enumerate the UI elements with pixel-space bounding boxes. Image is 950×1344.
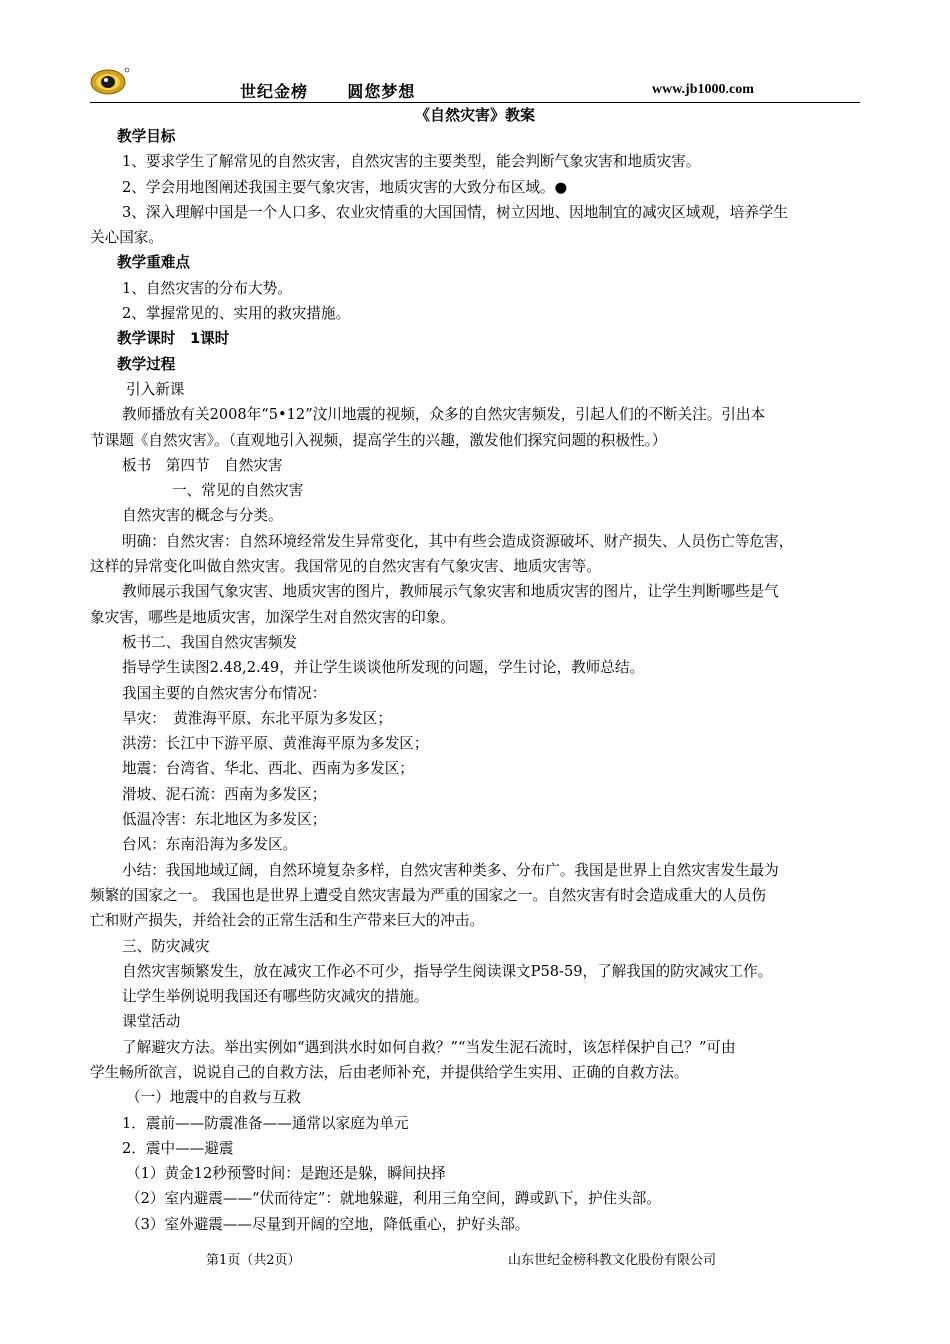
text-line: 小结：我国地域辽阔，自然环境复杂多样，自然灾害种类多、分布广。我国是世界上自然灾害发生最为 — [122, 861, 779, 879]
site-url: www.jb1000.com — [652, 82, 754, 97]
text-line: 板书 第四节 自然灾害 — [122, 456, 283, 474]
text-line: 自然灾害频繁发生，放在减灾工作必不可少，指导学生阅读课文P58-59，了解我国的防灾减灾工作。 — [122, 962, 773, 980]
text-line: 学生畅所欲言，说说自己的自救方法，后由老师补充，并提供给学生实用、正确的自救方法。 — [90, 1063, 689, 1081]
text-line: 1、要求学生了解常见的自然灾害，自然灾害的主要类型，能会判断气象灾害和地质灾害。 — [122, 153, 701, 171]
text-line: 地震：台湾省、华北、西北、西南为多发区； — [122, 760, 414, 778]
text-line: 这样的异常变化叫做自然灾害。我国常见的自然灾害有气象灾害、地质灾害等。 — [90, 558, 601, 576]
text-line: 1、自然灾害的分布大势。 — [122, 279, 292, 297]
text-line: 亡和财产损失，并给社会的正常生活和生产带来巨大的冲击。 — [90, 912, 485, 930]
text-line: 让学生举例说明我国还有哪些防灾减灾的措施。 — [122, 988, 429, 1006]
text-line: 一、常见的自然灾害 — [172, 482, 304, 500]
text-line: 明确：自然灾害：自然环境经常发生异常变化，其中有些会造成资源破坏、财产损失、人员伤亡等危害， — [122, 532, 794, 550]
section-heading: 教学课时 1课时 — [117, 330, 230, 348]
text-line: 课堂活动 — [122, 1013, 181, 1031]
page-number: 第1页（共2页） — [206, 1253, 301, 1268]
logo-icon — [90, 66, 130, 96]
document-title: 《自然灾害》教案 — [414, 106, 535, 124]
text-line: 洪涝：长江中下游平原、黄淮海平原为多发区； — [122, 735, 429, 753]
text-line: 3、深入理解中国是一个人口多、农业灾情重的大国国情，树立因地、因地制宜的减灾区域观，培养学生 — [122, 203, 789, 221]
text-line: 三、防灾减灾 — [122, 937, 210, 955]
text-line: （3）室外避震——尽量到开阔的空地，降低重心，护好头部。 — [126, 1215, 530, 1233]
text-line: 象灾害，哪些是地质灾害，加深学生对自然灾害的印象。 — [90, 608, 455, 626]
text-line: 2．震中——避震 — [122, 1139, 234, 1157]
text-line: 指导学生读图2.48,2.49，并让学生谈谈他所发现的问题，学生讨论，教师总结。 — [122, 659, 645, 677]
text-line: 了解避灾方法。举出实例如“遇到洪水时如何自救？”“当发生泥石流时，该怎样保护自己？”可由 — [122, 1038, 736, 1056]
text-line: 我国主要的自然灾害分布情况： — [122, 684, 327, 702]
text-line: 板书二、我国自然灾害频发 — [122, 633, 298, 651]
text-line: 教师播放有关2008年“5•12”汶川地震的视频，众多的自然灾害频发，引起人们的不断关注。引出本 — [122, 406, 766, 424]
company-name: 山东世纪金榜科教文化股份有限公司 — [508, 1253, 717, 1268]
text-line: （1）黄金12秒预警时间：是跑还是躲，瞬间抉择 — [126, 1165, 446, 1183]
text-line: 关心国家。 — [90, 229, 163, 247]
brand-slogan: 世纪金榜 圆您梦想 — [240, 82, 416, 101]
text-line: （一）地震中的自救与互救 — [126, 1089, 302, 1107]
text-line: 引入新课 — [126, 380, 185, 398]
section-heading: 教学重难点 — [117, 254, 190, 272]
section-heading: 教学目标 — [117, 128, 176, 145]
text-line: 2、学会用地图阐述我国主要气象灾害，地质灾害的大致分布区域。● — [122, 178, 568, 196]
text-line: （2）室内避震——“伏而待定”：就地躲避，利用三角空间，蹲或趴下，护住头部。 — [126, 1190, 661, 1208]
text-line: 教师展示我国气象灾害、地质灾害的图片，教师展示气象灾害和地质灾害的图片，让学生判断哪些是气 — [122, 583, 779, 601]
text-line: 低温冷害：东北地区为多发区； — [122, 811, 327, 829]
text-line: 频繁的国家之一。 我国也是世界上遭受自然灾害最为严重的国家之一。自然灾害有时会造成重大的人员伤 — [90, 886, 766, 904]
lesson-body — [90, 124, 862, 1237]
text-line: 节课题《自然灾害》。（直观地引入视频，提高学生的兴趣，激发他们探究问题的积极性。） — [90, 431, 667, 449]
text-line: 2、掌握常见的、实用的救灾措施。 — [122, 305, 351, 323]
text-line: 1．震前——防震准备——通常以家庭为单元 — [122, 1114, 409, 1132]
text-line: 台风：东南沿海为多发区。 — [122, 836, 298, 854]
text-line: 自然灾害的概念与分类。 — [122, 507, 283, 525]
section-heading: 教学过程 — [117, 355, 176, 373]
text-line: 旱灾： 黄淮海平原、东北平原为多发区； — [122, 709, 392, 727]
page-header — [90, 62, 860, 103]
text-line: 滑坡、泥石流：西南为多发区； — [122, 785, 327, 803]
